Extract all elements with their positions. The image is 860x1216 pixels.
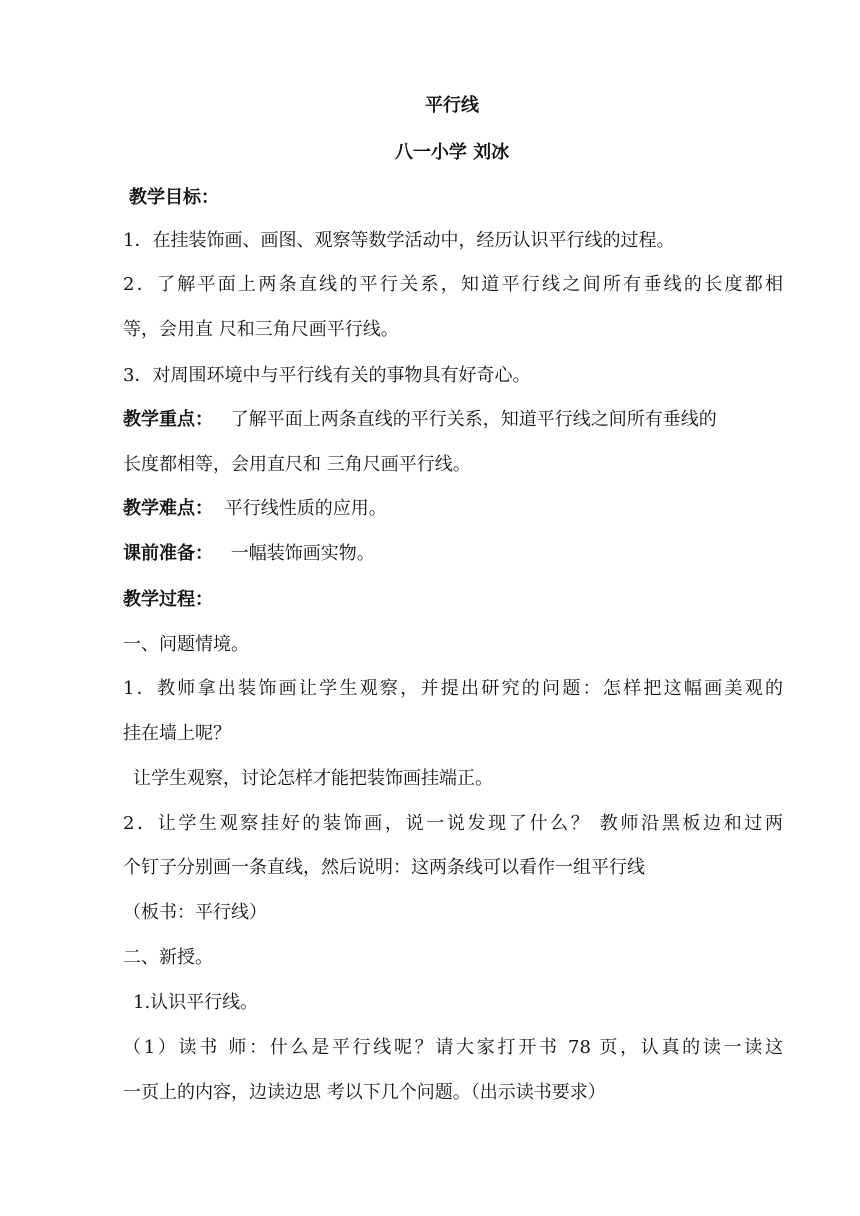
key-points-label: 教学重点：	[123, 409, 213, 430]
section-2-title: 二、新授。	[123, 947, 213, 968]
difficulty-paragraph	[123, 497, 783, 521]
step-1-line-2: 挂在墙上呢？	[123, 723, 231, 744]
preparation-label: 课前准备：	[123, 543, 213, 564]
sub-1-line-1: （1）读书 师：什么是平行线呢？请大家打开书 78 页，认真的读一读这	[123, 1037, 783, 1058]
objective-item-2-line-2: 等，会用直 尺和三角尺画平行线。	[123, 319, 399, 340]
process-heading: 教学过程：	[123, 589, 213, 610]
objective-item-1: 1．在挂装饰画、画图、观察等数学活动中，经历认识平行线的过程。	[123, 230, 675, 251]
preparation-paragraph	[123, 542, 783, 566]
step-1-line-1: 1．教师拿出装饰画让学生观察，并提出研究的问题：怎样把这幅画美观的	[123, 678, 783, 699]
difficulty-label: 教学难点：	[123, 498, 213, 519]
document-author: 八一小学 刘冰	[394, 142, 510, 163]
preparation-text: 一幅装饰画实物。	[230, 543, 375, 564]
sub-1-line-2: 一页上的内容，边读边思 考以下几个问题。（出示读书要求）	[123, 1082, 606, 1103]
step-2-line-1: 2．让学生观察挂好的装饰画，说一说发现了什么？ 教师沿黑板边和过两	[123, 813, 783, 834]
objectives-heading: 教学目标：	[129, 187, 219, 208]
objective-item-2-line-1: 2．了解平面上两条直线的平行关系，知道平行线之间所有垂线的长度都相	[123, 274, 783, 295]
difficulty-text: 平行线性质的应用。	[224, 498, 387, 519]
section-1-title: 一、问题情境。	[123, 634, 249, 655]
step-1-line-3: 让学生观察，讨论怎样才能把装饰画挂端正。	[133, 768, 493, 789]
objective-item-3: 3．对周围环境中与平行线有关的事物具有好奇心。	[123, 365, 531, 386]
key-points-text: 了解平面上两条直线的平行关系，知道平行线之间所有垂线的	[230, 409, 717, 430]
key-points-text-line-2: 长度都相等，会用直尺和 三角尺画平行线。	[123, 454, 471, 475]
key-points-paragraph	[123, 408, 783, 432]
step-2-line-2: 个钉子分别画一条直线，然后说明：这两条线可以看作一组平行线	[123, 857, 645, 878]
sub-1-title: 1.认识平行线。	[133, 992, 259, 1013]
step-2-line-3: （板书：平行线）	[123, 902, 267, 923]
document-title: 平行线	[425, 95, 479, 116]
